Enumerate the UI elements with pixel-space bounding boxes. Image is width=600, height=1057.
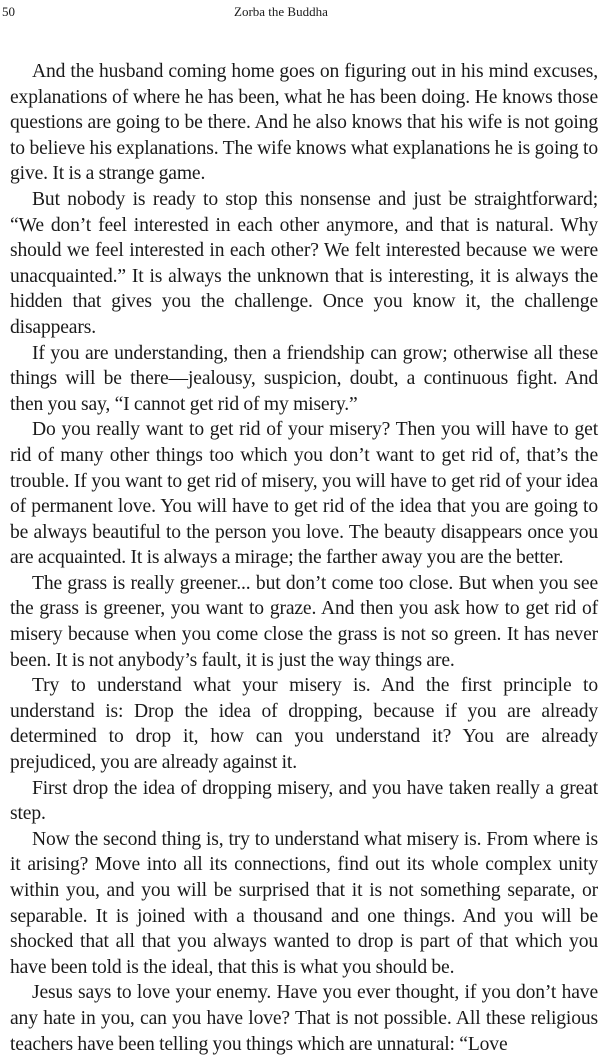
body-text: [10, 59, 598, 1057]
page-number: 50: [2, 4, 15, 19]
paragraph: And the husband coming home goes on figuring out in his mind excuses, explanations of where he has been, what he has been doing. He knows those questions are going to be there. And he also knows that his wife is not going to believe his explanations. The wife knows what explanations he is going to give. It is a strange game.: [10, 61, 598, 185]
paragraph: But nobody is ready to stop this nonsense and just be straightforward; “We don’t feel interested in each other anymore, and that is natural. Why should we feel interested in each other? We felt interested because we were unacquainted.” It is always the unknown that is interesting, it is always the hidden that gives you the challenge. Once you know it, the challenge disappears.: [10, 188, 598, 338]
paragraph: Do you really want to get rid of your misery? Then you will have to get rid of many other things too which you don’t want to get rid of, that’s the trouble. If you want to get rid of misery, you will have to get rid of your idea of permanent love. You will have to get rid of the idea that you are going to be always beautiful to the person you love. The beauty disappears once you are acquainted. It is always a mirage; the farther away you are the better.: [10, 419, 598, 569]
paragraph: Try to understand what your misery is. And the first principle to understand is: Drop the idea of dropping, because if you are already determined to drop it, how can you understand it? You are already prejudiced, you are already against it.: [10, 675, 598, 774]
paragraph: Now the second thing is, try to understand what misery is. From where is it arising? Move into all its connections, find out its whole complex unity within you, and you will be surprised that it is not something separate, or separable. It is joined with a thousand and one things. And you will be shocked that all that you always wanted to drop is part of that which you have been told is the ideal, that this is what you should be.: [10, 828, 598, 978]
paragraph: Jesus says to love your enemy. Have you ever thought, if you don’t have any hate in you, can you have love? That is not possible. All these religious teachers have been telling you things which are unnatural: “Love: [10, 982, 598, 1055]
running-title: Zorba the Buddha: [234, 4, 328, 19]
page-header: [2, 3, 600, 21]
paragraph: The grass is really greener... but don’t come too close. But when you see the grass is greener, you want to graze. And then you ask how to get rid of misery because when you come close the grass is not so green. It has never been. It is not anybody’s fault, it is just the way things are.: [10, 572, 598, 671]
paragraph: If you are understanding, then a friendship can grow; otherwise all these things will be there—jealousy, suspicion, doubt, a continuous fight. And then you say, “I cannot get rid of my misery.”: [10, 342, 598, 415]
paragraph: First drop the idea of dropping misery, and you have taken really a great step.: [10, 777, 598, 825]
